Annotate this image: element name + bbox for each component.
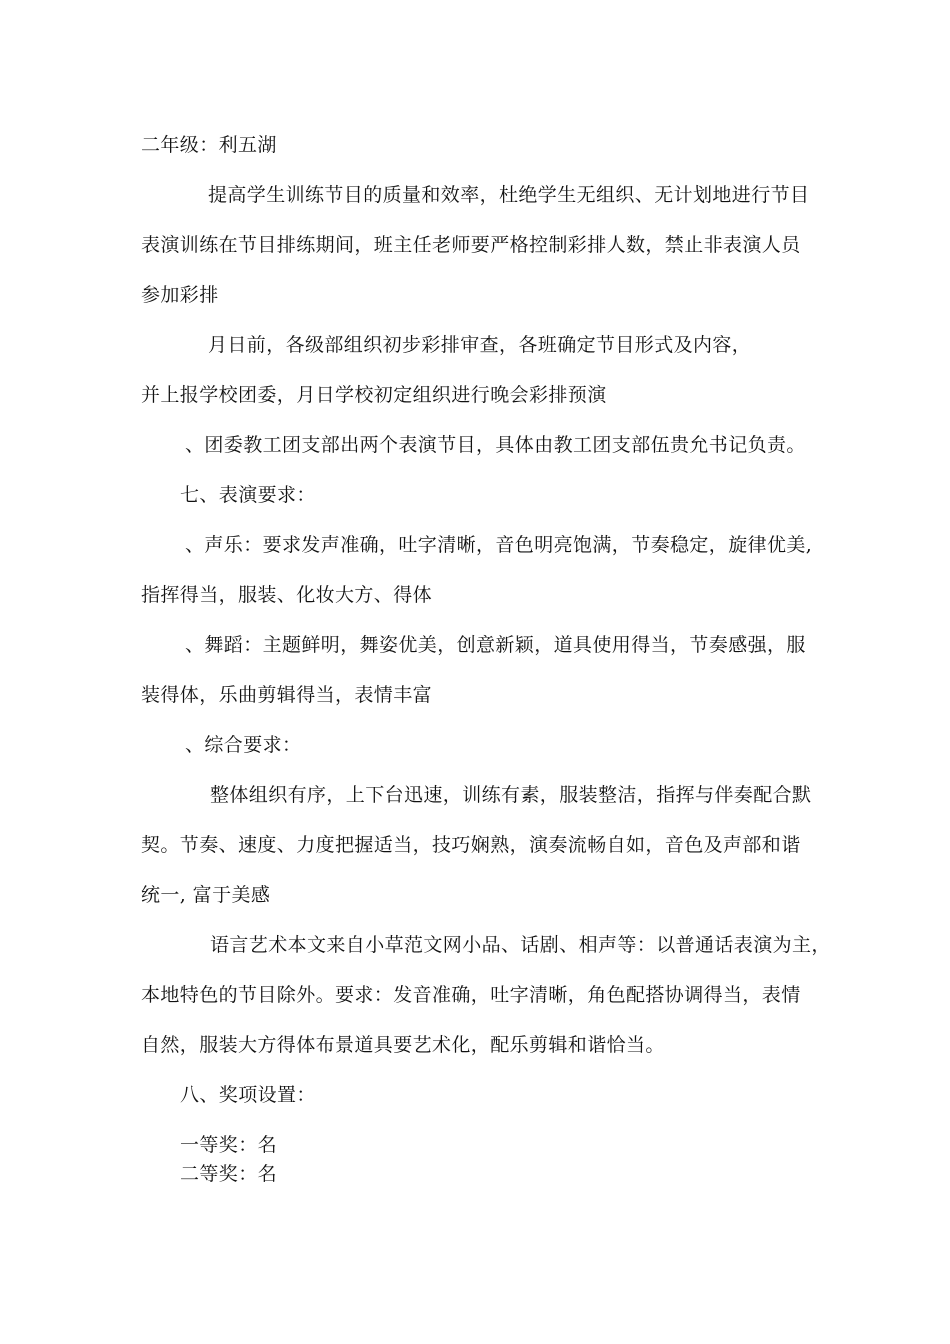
text-line: 提高学生训练节目的质量和效率，杜绝学生无组织、无计划地进行节目: [208, 184, 810, 206]
text-line: 一等奖：名: [180, 1134, 278, 1156]
text-line: 统一, 富于美感: [141, 884, 271, 906]
text-line: 契。节奏、速度、力度把握适当，技巧娴熟，演奏流畅自如，音色及声部和谐: [141, 834, 801, 856]
text-line: 、声乐：要求发声准确，吐字清晰，音色明亮饱满，节奏稳定，旋律优美,: [185, 534, 813, 556]
text-line: 本地特色的节目除外。要求：发音准确，吐字清晰，角色配搭协调得当，表情: [141, 984, 801, 1006]
text-line: 二年级：利五湖: [141, 134, 277, 156]
text-line: 自然，服装大方得体布景道具要艺术化，配乐剪辑和谐恰当。: [141, 1034, 665, 1056]
text-line: 指挥得当，服装、化妆大方、得体: [141, 584, 433, 606]
section-heading: 七、表演要求：: [180, 484, 316, 506]
section-heading: 八、奖项设置：: [180, 1084, 316, 1106]
text-line: 语言艺术本文来自小草范文网小品、话剧、相声等：以普通话表演为主，: [210, 934, 831, 956]
text-line: 装得体，乐曲剪辑得当，表情丰富: [141, 684, 433, 706]
text-line: 二等奖：名: [180, 1163, 278, 1185]
text-line: 月日前，各级部组织初步彩排审查，各班确定节目形式及内容，: [208, 334, 752, 356]
text-line: 参加彩排: [141, 284, 219, 306]
text-line: 、综合要求：: [185, 734, 302, 756]
text-line: 、团委教工团支部出两个表演节目，具体由教工团支部伍贵允书记负责。: [185, 434, 806, 456]
text-line: 、舞蹈：主题鲜明，舞姿优美，创意新颖，道具使用得当，节奏感强，服: [185, 634, 806, 656]
text-line: 整体组织有序，上下台迅速，训练有素，服装整洁，指挥与伴奏配合默: [210, 784, 812, 806]
text-line: 表演训练在节目排练期间，班主任老师要严格控制彩排人数，禁止非表演人员: [141, 234, 801, 256]
text-line: 并上报学校团委，月日学校初定组织进行晚会彩排预演: [141, 384, 607, 406]
